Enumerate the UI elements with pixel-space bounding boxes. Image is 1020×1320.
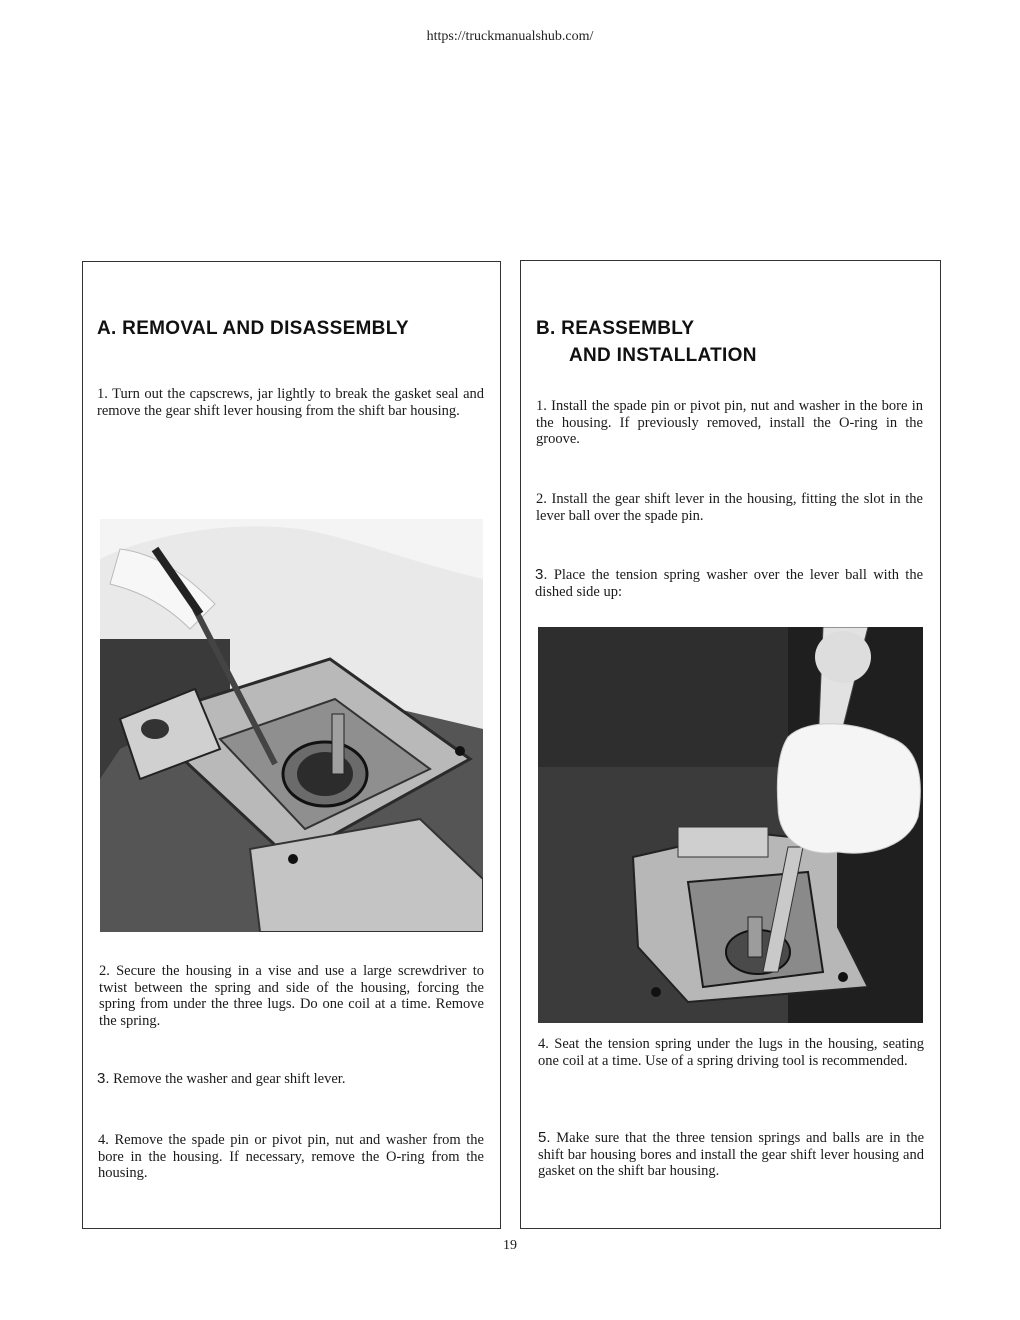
section-b-step-3-number: 3. [535,566,548,583]
lever-installation-photo [538,627,923,1023]
section-b-step-5 [538,1130,924,1180]
section-b-step-3-text: Place the tension spring washer over the lever ball with the dished side up: [535,567,924,600]
section-b-step-4: 4. Seat the tension spring under the lugs in the housing, seating one coil at a time. Use of a spring driving tool is recommended. [538,1036,924,1069]
section-a-step-3-number: 3. [97,1070,110,1087]
section-b-step-2: 2. Install the gear shift lever in the housing, fitting the slot in the lever ball over the spade pin. [536,491,923,524]
site-url[interactable]: https://truckmanualshub.com/ [426,29,594,44]
section-a-title: A. REMOVAL AND DISASSEMBLY [97,318,409,339]
section-b-step-5-text: Make sure that the three tension springs and balls are in the shift bar housing bores and install the gear shift lever housing and gasket on the shift bar housing. [538,1130,925,1179]
section-a-step-2: 2. Secure the housing in a vise and use a large screwdriver to twist between the spring and side of the housing, forcing the spring from under the three lugs. Do one coil at a time. Remove the spring. [99,963,484,1029]
section-a-step-4: 4. Remove the spade pin or pivot pin, nut and washer from the bore in the housing. If necessary, remove the O-ring from the housing. [98,1132,484,1181]
section-a-step-3-text: Remove the washer and gear shift lever. [113,1071,346,1087]
section-b-step-3 [535,567,923,600]
section-b-step-1: 1. Install the spade pin or pivot pin, nut and washer in the bore in the housing. If previously removed, install the O-ring in the groove. [536,398,923,447]
section-b-title [536,315,757,369]
page-number: 19 [503,1238,517,1253]
section-b-title-line-2: AND INSTALLATION [569,345,757,366]
section-b-step-5-number: 5. [538,1129,551,1146]
section-b-title-line-1: B. REASSEMBLY [536,318,695,339]
section-a-step-1: 1. Turn out the capscrews, jar lightly to break the gasket seal and remove the gear shift lever housing from the shift bar housing. [97,386,484,419]
screwdriver-spring-removal-photo [100,519,483,932]
section-a-step-3 [97,1071,484,1088]
